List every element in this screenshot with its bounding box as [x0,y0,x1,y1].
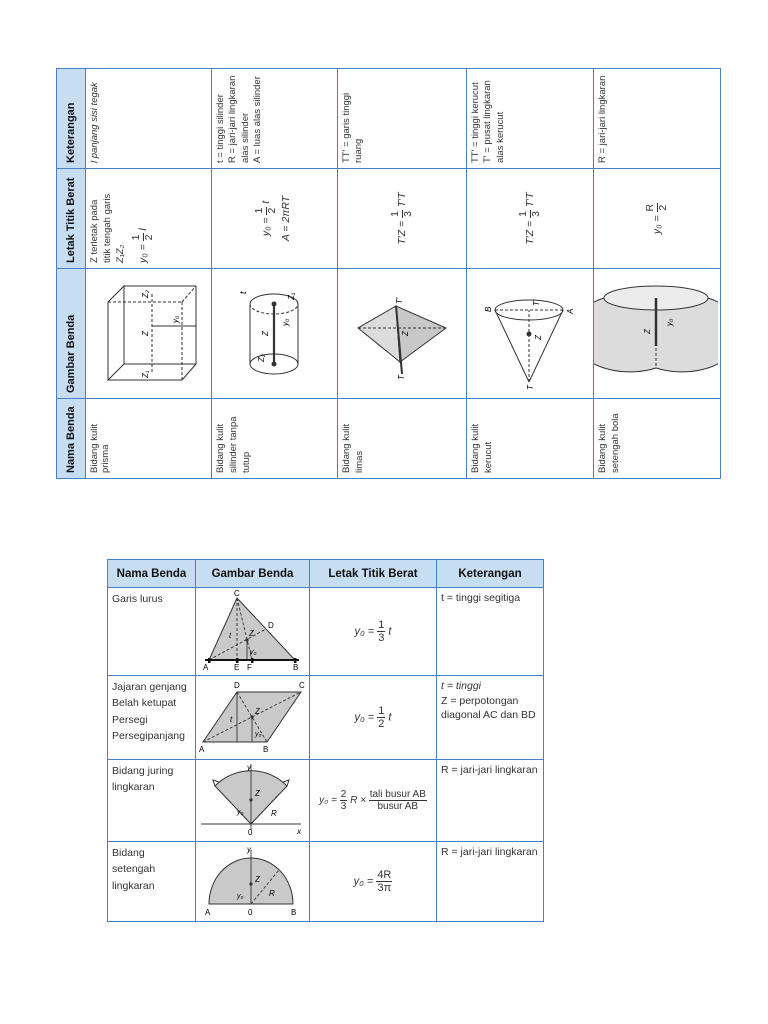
label-z2: Z₂ [141,290,150,298]
formula-lhs: y₀ = [650,215,663,235]
label-d: D [267,621,274,630]
fraction [390,210,414,218]
formula-lhs: y₀ = [259,217,272,237]
label-a: A [198,745,204,754]
row-kerucut-note [466,68,594,169]
label-z: Z [534,335,543,340]
numerator: 1 [516,211,529,217]
label-z1: Z₁ [141,370,150,378]
row-silinder-figure [211,268,338,399]
label-z: Z [248,629,254,638]
position-line: Z terletak pada [89,199,100,263]
sector-figure [197,760,309,838]
fraction [254,207,278,215]
triangle-figure [197,588,309,672]
table-row [108,760,544,842]
row-juring-position [310,760,437,842]
fraction [131,234,155,242]
row-limas-name: Bidang kulit limas [337,398,467,479]
formula-rhs: t [259,200,272,204]
formula-rhs: t [388,711,392,724]
row-setengah-bola-position [593,168,721,269]
header-gambar-benda: Gambar Benda [56,268,86,399]
denominator: 3 [401,211,414,217]
numerator: 1 [253,207,266,214]
label-x: x [296,827,301,836]
row-prisma-name: Bidang kulit prisma [85,398,212,479]
row-prisma-note: l panjang sisi tegak [85,68,212,169]
denominator: busur AB [377,801,419,812]
name-line: Bidang juring [112,765,174,777]
label-c: C [233,589,240,598]
table-row [108,588,544,676]
position-line: Z₁Z₂ [114,244,126,263]
denominator: 3π [377,882,392,894]
note-line: TT′ = tinggi kerucut [470,82,481,163]
denominator: 3 [529,211,542,217]
label-d: D [233,681,240,690]
label-y0: y₀ [236,809,243,816]
position-line: titik tengah garis [101,193,113,263]
numerator: 1 [378,618,385,631]
row-silinder-position [211,168,338,269]
header-letak-titik-berat: Letak Titik Berat [56,168,86,269]
note-line: T′ = pusat lingkaran [482,80,494,163]
formula-lhs: T′Z = [523,220,536,245]
row-juring-figure [196,760,310,842]
row-jajaran-genjang-figure [196,676,310,760]
numerator: 1 [388,211,401,217]
label-f: F [246,663,252,672]
denominator: 2 [656,204,669,211]
label-origin: 0 [247,908,252,917]
parallelogram-figure [197,676,309,756]
fraction [340,789,348,812]
label-z2: Z₂ [257,354,266,362]
name-line: Persegi [112,713,148,726]
name-line: lingkaran [112,781,155,794]
label-y0: y₀ [171,315,180,323]
hemisphere-figure [594,270,718,398]
numerator: 2 [340,789,347,800]
rotated-grid-inner [56,68,721,479]
row-kerucut-figure [466,268,594,399]
label-z: Z [401,331,410,336]
note-line: diagonal AC dan BD [441,709,536,722]
row-limas-formula [390,174,414,263]
label-z: Z [254,789,260,798]
row-setengah-lingkaran-position [310,842,437,922]
cone-figure [467,270,591,398]
row-jajaran-genjang-position [310,676,437,760]
numerator: 1 [130,234,143,241]
row-silinder-formula [254,174,278,263]
numerator: R [643,203,656,212]
formula-lhs: y₀ = [319,795,337,807]
semicircle-figure [197,842,309,918]
header-keterangan: Keterangan [56,68,86,169]
label-y0: y₀ [249,649,256,656]
rotated-grid [56,68,721,479]
fraction [377,705,385,730]
label-b: B [292,663,298,672]
label-t: t [238,291,248,294]
label-a: A [202,663,208,672]
name-line: setengah [112,863,156,876]
label-b: B [290,908,296,917]
label-b: B [262,745,268,754]
name-line: Bidang [112,847,145,859]
label-z: Z [261,331,270,336]
denominator: 3 [340,801,347,812]
fraction [369,789,427,812]
denominator: 2 [265,207,278,214]
header-gambar-benda: Gambar Benda [196,560,310,588]
formula-lhs: y₀ = [353,875,374,888]
row-setengah-lingkaran-figure [196,842,310,922]
row-silinder-name: Bidang kulit silinder tanpa tutup [211,398,338,479]
formula-rhs: T′T [523,192,536,208]
note-line: R = jari-jari lingkaran [227,75,239,163]
row-prisma-formula [131,174,155,263]
table-row [108,842,544,922]
label-a: A [566,308,575,314]
note-line: alas silinder [239,112,251,163]
note-line: TT′ = garis tinggi [341,92,352,163]
note-line: alas kerucut [494,111,506,163]
row-prisma-figure [85,268,212,399]
numerator: 4R [377,868,392,881]
name-line: Belah ketupat [112,697,177,710]
note-line: ruang [353,138,365,163]
formula-mid: R × [350,795,366,807]
row-jajaran-genjang-note [437,676,544,760]
label-a: A [204,908,210,917]
formula-lhs: y₀ = [354,711,375,724]
pyramid-figure [338,270,464,398]
label-t: T [526,385,535,390]
formula-rhs: t [388,625,392,638]
label-r: R [270,809,277,818]
note-line: Z = perpotongan [441,694,519,707]
row-garis-lurus-figure [196,588,310,676]
row-setengah-bola-name: Bidang kulit setengah bola [593,398,721,479]
label-t: T [397,375,406,380]
row-kerucut-formula [518,174,542,263]
label-c: C [298,681,305,690]
name-line: Persegipanjang [112,729,185,742]
row-setengah-lingkaran-name [108,842,196,922]
row-jajaran-genjang-name [108,676,196,760]
label-r: R [268,889,275,898]
row-silinder-note [211,68,338,169]
fraction [645,203,669,213]
label-z: Z [141,331,150,336]
name-line: lingkaran [112,879,155,892]
row-garis-lurus-position [310,588,437,676]
denominator: 2 [378,718,385,730]
row-garis-lurus-note: t = tinggi segitiga [437,588,544,676]
row-setengah-lingkaran-note: R = jari-jari lingkaran [437,842,544,922]
label-t-prime: T′ [395,297,404,304]
note-line: A = luas alas silinder [252,76,264,163]
numerator: 1 [378,704,385,717]
centroid-area-table [107,559,544,922]
label-z1: Z₁ [287,292,296,300]
cylinder-figure [212,270,336,398]
row-prisma-position [85,168,212,269]
label-y0: y₀ [254,731,261,738]
header-nama-benda: Nama Benda [108,560,196,588]
row-kerucut-name: Bidang kulit kerucut [466,398,594,479]
row-setengah-bola-note: R = jari-jari lingkaran [593,68,721,169]
label-z: Z [254,875,260,884]
row-limas-note [337,68,467,169]
prism-figure [86,270,210,398]
row-kerucut-position [466,168,594,269]
label-z: Z [643,329,652,334]
numerator: tali busur AB [369,789,426,800]
row-limas-position [337,168,467,269]
fraction [377,619,385,644]
note-line: t = tinggi [441,680,481,692]
row-garis-lurus-name: Garis lurus [108,588,196,676]
header-keterangan: Keterangan [437,560,544,588]
label-origin: 0 [247,828,252,837]
denominator: 2 [142,234,155,241]
label-z: Z [254,707,260,716]
table-row [108,676,544,760]
formula-lhs: y₀ = [137,244,150,263]
row-setengah-bola-figure [593,268,721,399]
row-juring-note: R = jari-jari lingkaran [437,760,544,842]
note-line: t = tinggi silinder [215,94,226,163]
row-juring-name [108,760,196,842]
label-y: y [246,763,251,772]
header-nama-benda: Nama Benda [56,398,86,479]
row-silinder-formula2: A = 2πRT [280,195,293,242]
label-y0: y₀ [236,893,243,900]
formula-rhs: T′T [395,192,408,208]
fraction [376,869,392,894]
fraction [518,210,542,218]
label-t-prime: T′ [532,299,541,306]
row-setengah-bola-formula [645,174,669,263]
name-line: Jajaran genjang [112,681,187,693]
row-limas-figure [337,268,467,399]
header-letak-titik-berat: Letak Titik Berat [310,560,437,588]
label-t: t [229,715,232,724]
label-y0: y₀ [281,318,290,326]
label-e: E [233,663,239,672]
label-y: y [246,845,251,854]
formula-rhs: l [137,228,150,231]
formula-lhs: y₀ = [354,625,375,638]
denominator: 3 [378,632,385,644]
label-t: t [228,631,231,640]
label-y0: y₀ [665,318,674,326]
label-b: B [484,306,493,312]
formula-lhs: T′Z = [395,220,408,245]
